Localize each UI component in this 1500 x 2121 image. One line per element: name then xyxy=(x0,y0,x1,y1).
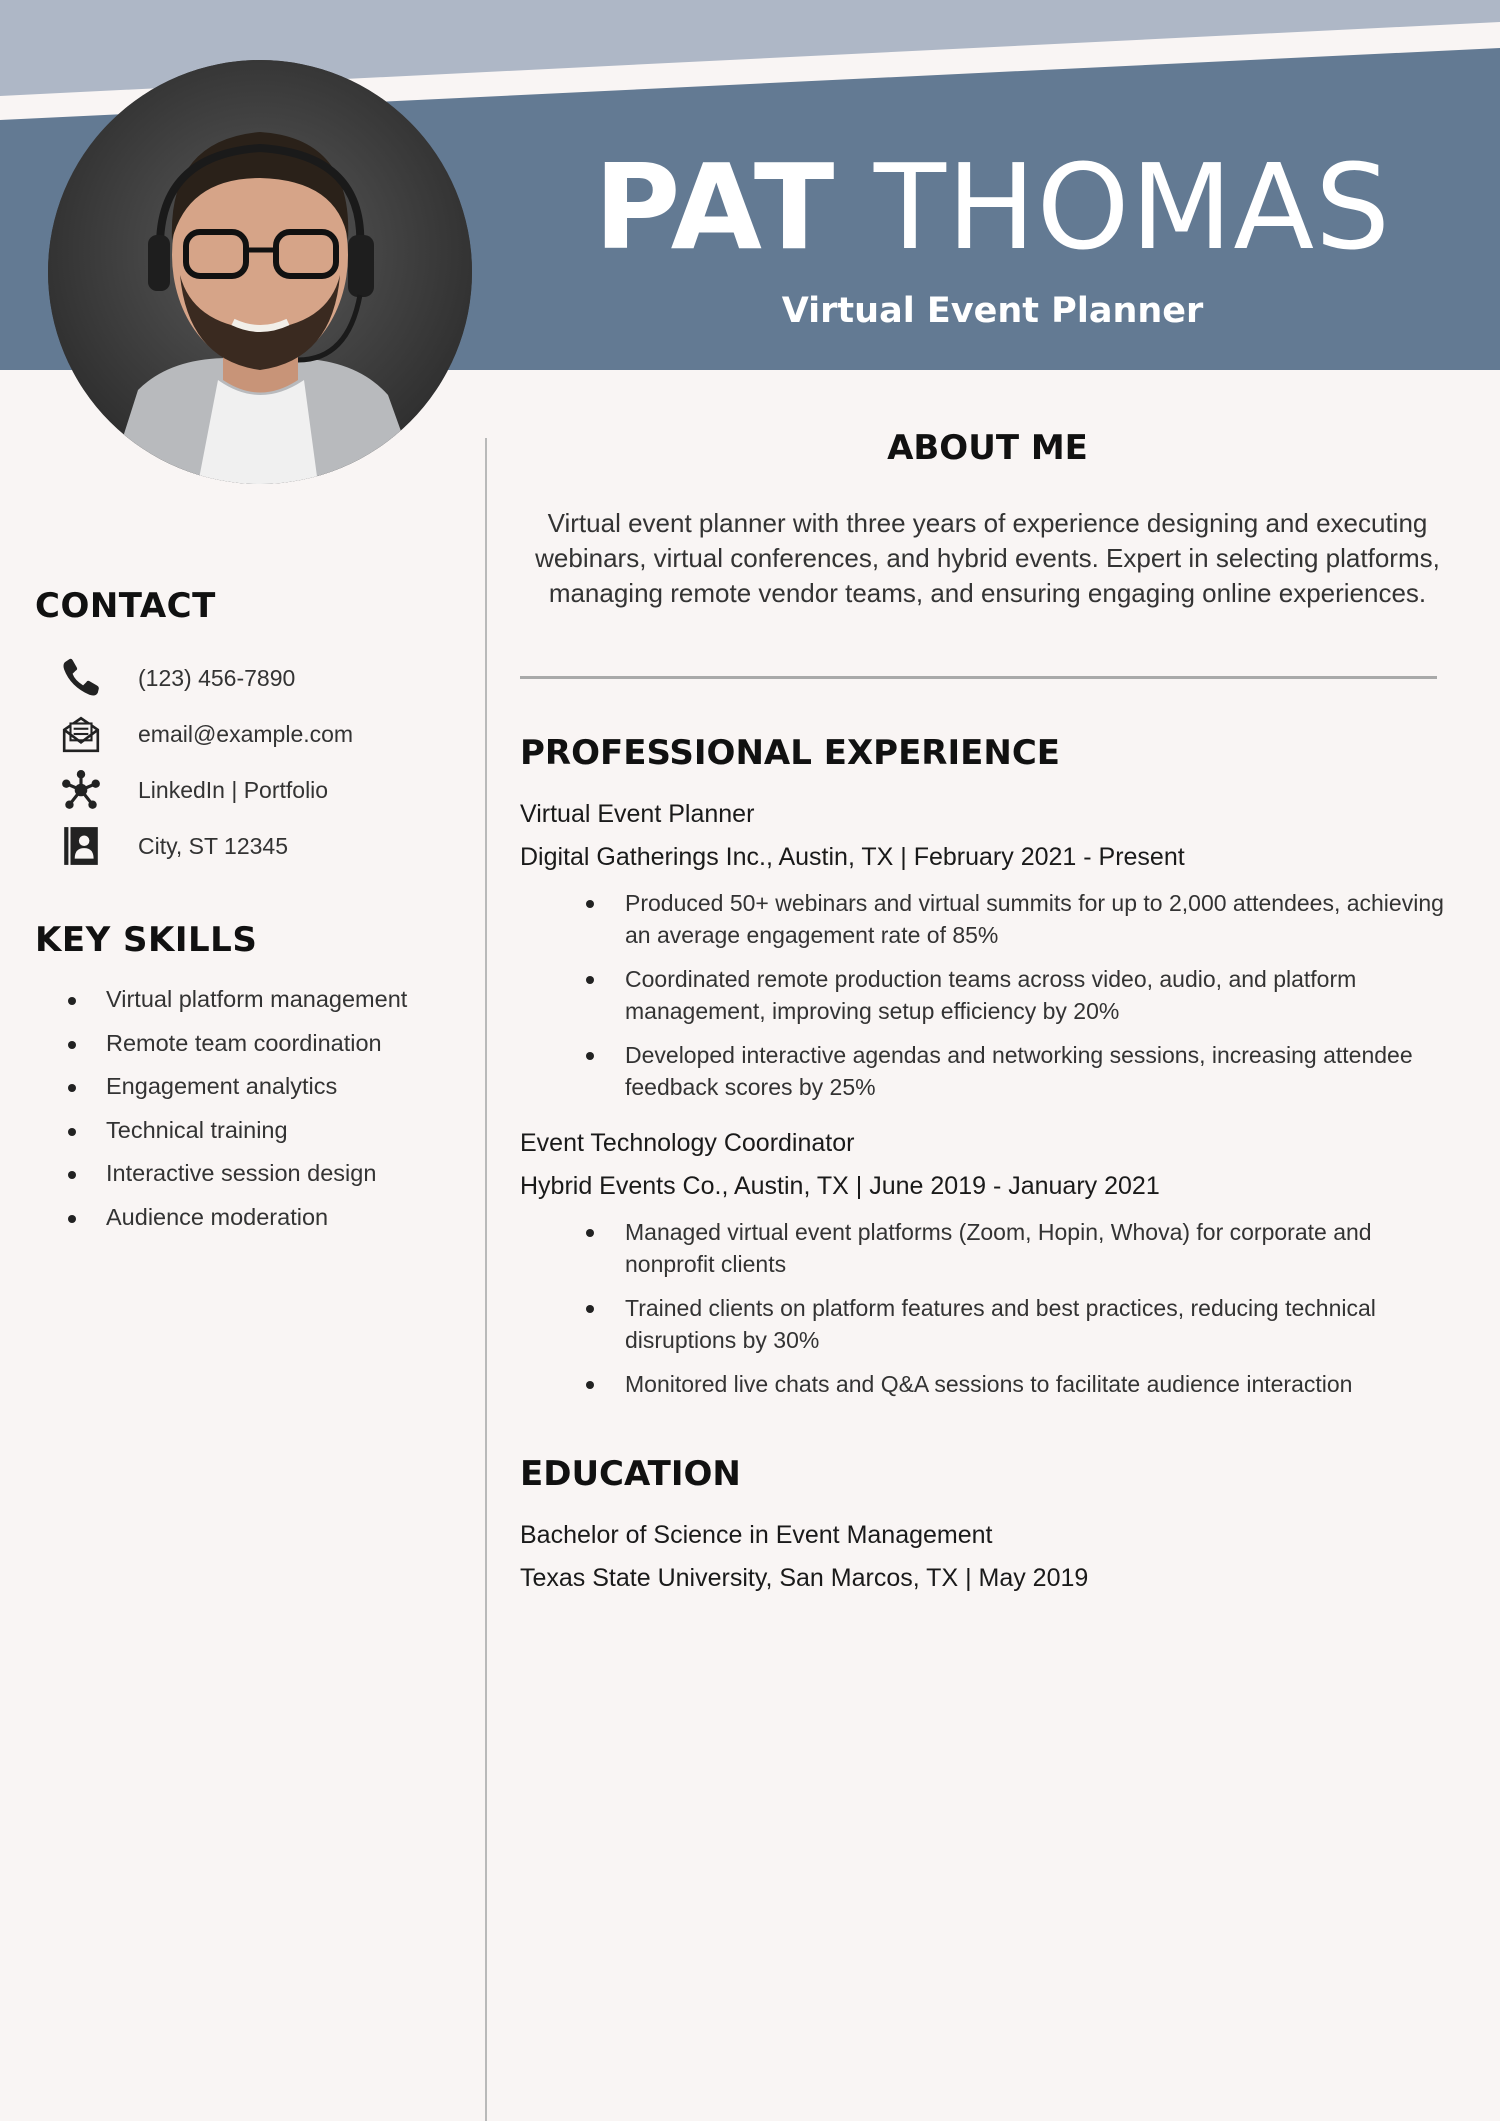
profile-photo-illustration xyxy=(48,60,472,484)
address-book-icon xyxy=(60,824,116,868)
job-bullet: Produced 50+ webinars and virtual summits for up to 2,000 attendees, achieving an average engagement rate of 85% xyxy=(580,887,1460,951)
education-degree: Bachelor of Science in Event Management xyxy=(520,1521,993,1549)
skills-heading: KEY SKILLS xyxy=(35,920,258,960)
job-org: Digital Gatherings Inc., Austin, TX | February 2021 - Present xyxy=(520,843,1185,871)
job-role: Event Technology Coordinator xyxy=(520,1129,855,1157)
contact-address xyxy=(60,818,353,874)
education-school: Texas State University, San Marcos, TX | May 2019 xyxy=(520,1564,1089,1592)
contact-links-text[interactable]: LinkedIn | Portfolio xyxy=(138,776,329,803)
about-heading: ABOUT ME xyxy=(887,428,1088,468)
skill-item: Engagement analytics xyxy=(60,1065,407,1109)
skills-list xyxy=(60,978,407,1239)
candidate-name xyxy=(520,138,1465,276)
about-divider xyxy=(520,676,1437,679)
first-name: PAT xyxy=(594,138,836,276)
contact-phone xyxy=(60,650,353,706)
skill-item: Audience moderation xyxy=(60,1196,407,1240)
skill-item: Interactive session design xyxy=(60,1152,407,1196)
experience-heading: PROFESSIONAL EXPERIENCE xyxy=(520,733,1060,773)
candidate-job-title: Virtual Event Planner xyxy=(781,291,1204,331)
network-icon xyxy=(60,768,116,812)
email-icon xyxy=(60,712,116,756)
education-heading: EDUCATION xyxy=(520,1454,741,1494)
job-org: Hybrid Events Co., Austin, TX | June 2019 - January 2021 xyxy=(520,1172,1160,1200)
job-bullet: Developed interactive agendas and networking sessions, increasing attendee feedback scores by 25% xyxy=(580,1039,1460,1103)
job-bullet: Trained clients on platform features and best practices, reducing technical disruptions by 30% xyxy=(580,1292,1460,1356)
contact-email-text[interactable]: email@example.com xyxy=(138,720,354,747)
contact-phone-text: (123) 456-7890 xyxy=(138,664,296,691)
profile-photo xyxy=(48,60,472,484)
last-name: THOMAS xyxy=(873,138,1391,276)
contact-list xyxy=(60,650,353,874)
job-bullet: Monitored live chats and Q&A sessions to facilitate audience interaction xyxy=(580,1368,1460,1400)
contact-address-text: City, ST 12345 xyxy=(138,832,289,859)
column-divider xyxy=(485,438,487,2121)
contact-email[interactable] xyxy=(60,706,353,762)
phone-icon xyxy=(60,656,116,700)
job-role: Virtual Event Planner xyxy=(520,800,755,828)
contact-heading: CONTACT xyxy=(35,586,216,626)
job-bullet: Managed virtual event platforms (Zoom, Hopin, Whova) for corporate and nonprofit clients xyxy=(580,1216,1460,1280)
about-text: Virtual event planner with three years of experience designing and executing webinars, virtual conferences, and hybrid events. Expert in selecting platforms, managing remote vendor teams, and ensuring engaging online experiences. xyxy=(535,508,1440,608)
job-bullet: Coordinated remote production teams across video, audio, and platform management, improving setup efficiency by 20% xyxy=(580,963,1460,1027)
contact-links[interactable] xyxy=(60,762,353,818)
skill-item: Virtual platform management xyxy=(60,978,407,1022)
job-bullets xyxy=(580,887,1460,1115)
job-bullets xyxy=(580,1216,1460,1412)
skill-item: Technical training xyxy=(60,1109,407,1153)
skill-item: Remote team coordination xyxy=(60,1022,407,1066)
